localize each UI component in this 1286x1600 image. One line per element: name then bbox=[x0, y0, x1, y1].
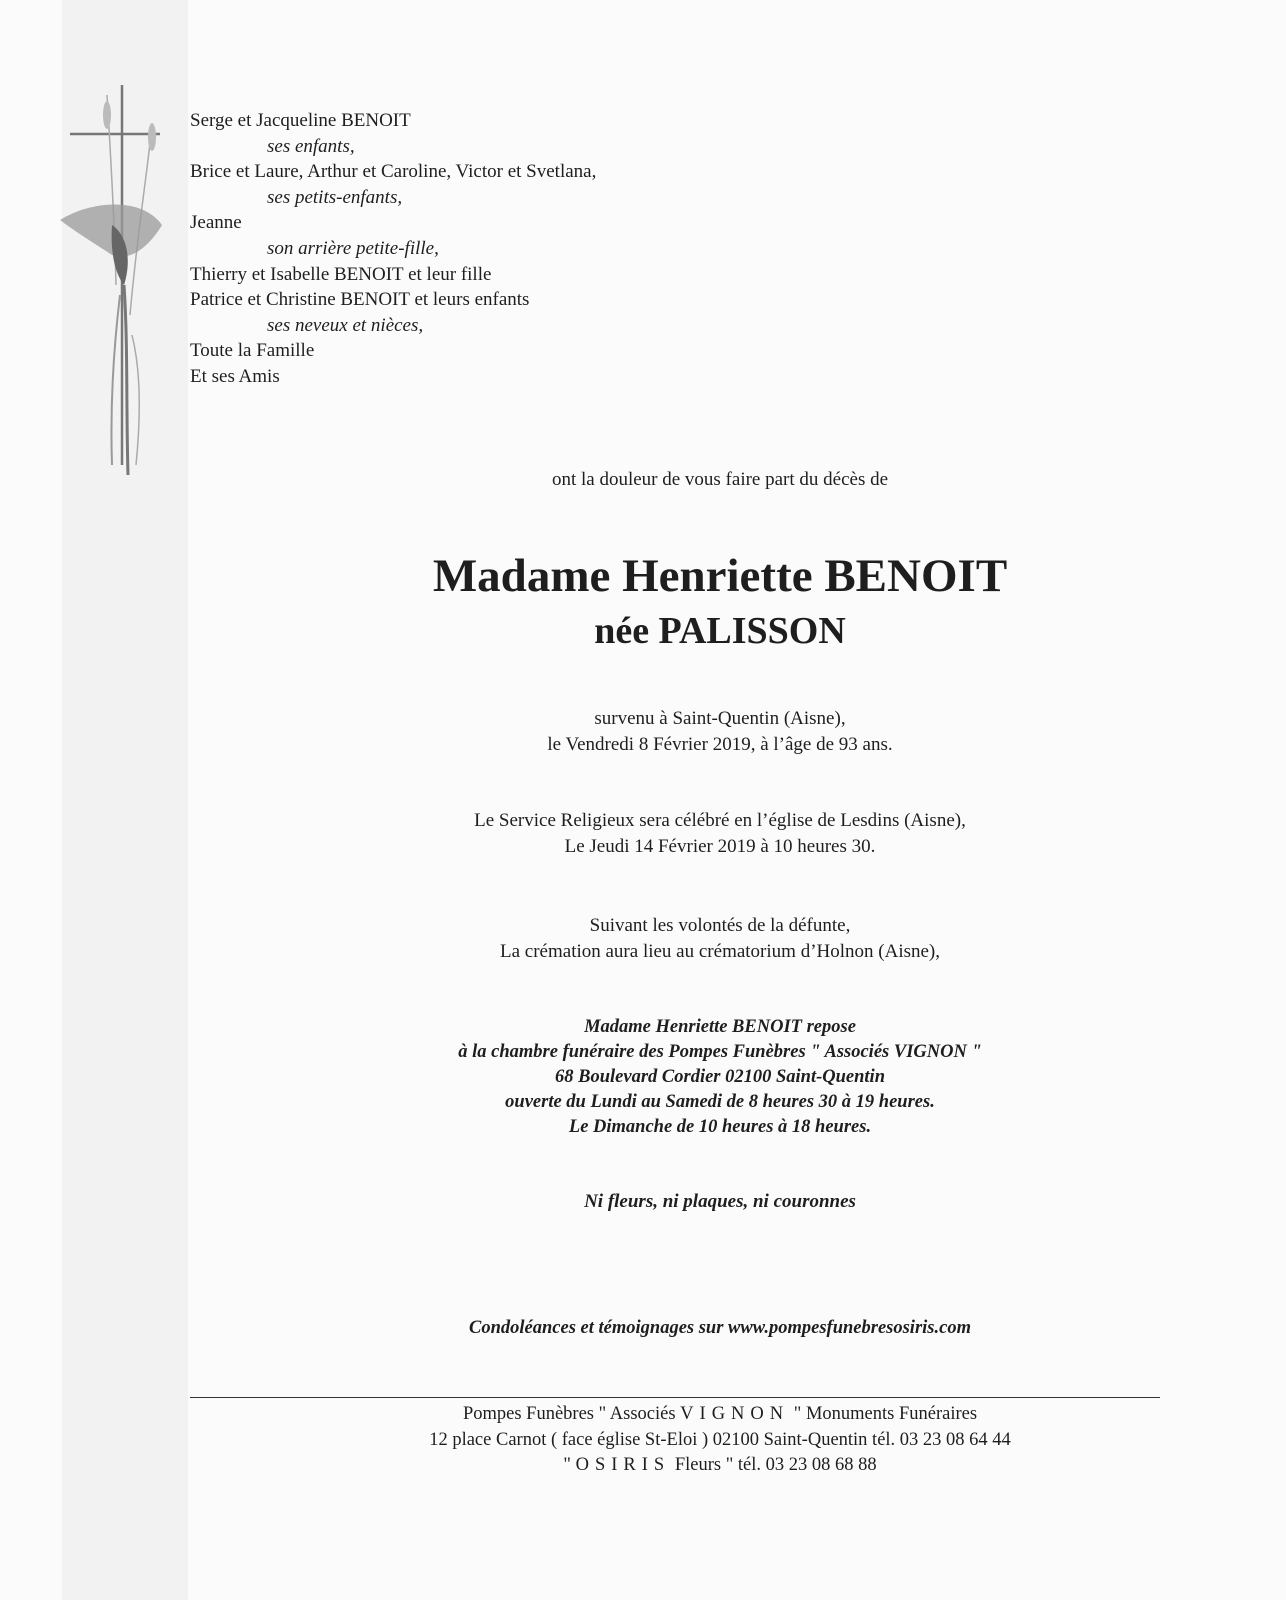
cremation-line: La crémation aura lieu au crématorium d’Holnon (Aisne), bbox=[500, 940, 940, 962]
family-line: Thierry et Isabelle BENOIT et leur fille bbox=[190, 263, 492, 285]
deceased-maiden-name: née PALISSON bbox=[594, 610, 846, 652]
condolences-link: Condoléances et témoignages sur www.pompesfunebresosiris.com bbox=[469, 1318, 971, 1338]
family-role: son arrière petite-fille, bbox=[267, 237, 439, 259]
service-location: Le Service Religieux sera célébré en l’église de Lesdins (Aisne), bbox=[474, 810, 966, 831]
repose-line: à la chambre funéraire des Pompes Funèbres " Associés VIGNON " bbox=[458, 1042, 982, 1062]
deceased-name: Madame Henriette BENOIT bbox=[432, 550, 1008, 602]
repose-line: Madame Henriette BENOIT repose bbox=[584, 1017, 856, 1037]
footer-florist-line bbox=[0, 1453, 1286, 1479]
cross-and-lily-ornament bbox=[52, 85, 192, 485]
footer-florist-name: OSIRIS bbox=[575, 1455, 671, 1475]
family-role: ses enfants, bbox=[267, 135, 355, 157]
death-details bbox=[0, 706, 1286, 757]
family-line: Jeanne bbox=[190, 212, 242, 234]
family-list bbox=[190, 108, 890, 390]
footer-address-line: 12 place Carnot ( face église St-Eloi ) 02100 Saint-Quentin tél. 03 23 08 64 44 bbox=[429, 1429, 1011, 1450]
family-role: ses petits-enfants, bbox=[267, 186, 403, 208]
repose-details bbox=[0, 1015, 1286, 1140]
footer-company-name: VIGNON bbox=[680, 1404, 790, 1424]
no-flowers-notice: Ni fleurs, ni plaques, ni couronnes bbox=[584, 1191, 856, 1212]
cremation-details bbox=[0, 913, 1286, 964]
footer-company-line bbox=[0, 1402, 1286, 1428]
death-date: le Vendredi 8 Février 2019, à l’âge de 93 ans. bbox=[547, 733, 893, 755]
service-details bbox=[0, 808, 1286, 859]
service-date: Le Jeudi 14 Février 2019 à 10 heures 30. bbox=[564, 835, 876, 857]
announcement-intro: ont la douleur de vous faire part du décès de bbox=[551, 469, 889, 490]
family-line: Toute la Famille bbox=[190, 340, 315, 362]
family-line: Serge et Jacqueline BENOIT bbox=[190, 110, 411, 131]
family-role: ses neveux et nièces, bbox=[267, 314, 424, 336]
repose-address: 68 Boulevard Cordier 02100 Saint-Quentin bbox=[555, 1067, 885, 1087]
funeral-home-footer bbox=[0, 1402, 1286, 1479]
death-place: survenu à Saint-Quentin (Aisne), bbox=[594, 708, 846, 729]
repose-hours: ouverte du Lundi au Samedi de 8 heures 30 à 19 heures. bbox=[505, 1092, 935, 1112]
footer-text: " bbox=[563, 1455, 576, 1475]
footer-text: " Monuments Funéraires bbox=[789, 1404, 978, 1424]
repose-sunday-hours: Le Dimanche de 10 heures à 18 heures. bbox=[568, 1117, 872, 1137]
family-line: Patrice et Christine BENOIT et leurs enfants bbox=[190, 289, 530, 311]
footer-text: Fleurs " tél. 03 23 08 68 88 bbox=[670, 1455, 877, 1475]
family-line: Brice et Laure, Arthur et Caroline, Victor et Svetlana, bbox=[190, 161, 597, 183]
footer-text: Pompes Funèbres " Associés bbox=[462, 1404, 681, 1424]
wishes-line: Suivant les volontés de la défunte, bbox=[589, 915, 851, 936]
footer-divider bbox=[190, 1397, 1160, 1398]
family-line: Et ses Amis bbox=[190, 365, 280, 387]
